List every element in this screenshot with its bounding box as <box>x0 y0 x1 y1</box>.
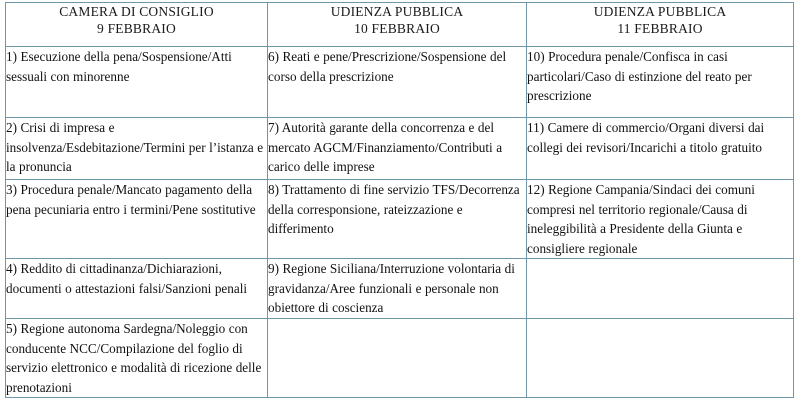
agenda-table <box>5 2 794 398</box>
column-header-date: 9 FEBBRAIO <box>97 21 176 36</box>
table-cell-empty <box>527 259 794 319</box>
column-header-title: CAMERA DI CONSIGLIO <box>59 4 214 19</box>
column-header-udienza-pubblica-10 <box>268 3 527 47</box>
table-row <box>6 180 794 259</box>
table-cell-item-8 <box>268 180 527 259</box>
table-cell-empty <box>527 319 794 398</box>
column-header-date: 11 FEBBRAIO <box>617 21 703 36</box>
case-entry-text: 1) Esecuzione della pena/Sospensione/Atti sessuali con minorenne <box>6 49 232 84</box>
column-header-camera-di-consiglio <box>6 3 268 47</box>
table-cell-empty <box>268 319 527 398</box>
table-cell-item-10 <box>527 47 794 118</box>
table-row <box>6 319 794 398</box>
case-entry-text: 8) Trattamento di fine servizio TFS/Decorrenza della corresponsione, rateizzazione e differimento <box>268 182 520 236</box>
column-header-date: 10 FEBBRAIO <box>354 21 440 36</box>
table-body <box>6 47 794 398</box>
case-entry-text: 3) Procedura penale/Mancato pagamento della pena pecuniaria entro i termini/Pene sostitutive <box>6 182 256 217</box>
table-cell-item-9 <box>268 259 527 319</box>
table-header-row <box>6 3 794 47</box>
table-cell-item-2 <box>6 118 268 180</box>
case-entry-text: 10) Procedura penale/Confisca in casi particolari/Caso di estinzione del reato per prescrizione <box>527 49 752 103</box>
case-entry-text: 6) Reati e pene/Prescrizione/Sospensione del corso della prescrizione <box>268 49 507 84</box>
table-cell-item-6 <box>268 47 527 118</box>
table-cell-item-12 <box>527 180 794 259</box>
case-entry-text: 9) Regione Siciliana/Interruzione volontaria di gravidanza/Aree funzionali e personale non obiettore di coscienza <box>268 261 515 315</box>
table-row <box>6 118 794 180</box>
table-cell-item-1 <box>6 47 268 118</box>
table-cell-item-4 <box>6 259 268 319</box>
column-header-title: UDIENZA PUBBLICA <box>593 4 727 19</box>
case-entry-text: 2) Crisi di impresa e insolvenza/Esdebitazione/Termini per l’istanza e la pronuncia <box>6 120 264 174</box>
column-header-udienza-pubblica-11 <box>527 3 794 47</box>
case-entry-text: 5) Regione autonoma Sardegna/Noleggio con conducente NCC/Compilazione del foglio di servizio elettronico e modalità di ricezione delle prenotazioni <box>6 321 262 395</box>
case-entry-text: 12) Regione Campania/Sindaci dei comuni compresi nel territorio regionale/Causa di ineleggibilità a Presidente della Giunta e consigliere regionale <box>527 182 755 256</box>
table-row <box>6 259 794 319</box>
table-cell-item-7 <box>268 118 527 180</box>
column-header-title: UDIENZA PUBBLICA <box>330 4 464 19</box>
case-entry-text: 7) Autorità garante della concorrenza e del mercato AGCM/Finanziamento/Contributi a carico delle imprese <box>268 120 503 174</box>
table-header <box>6 3 794 47</box>
table-cell-item-5 <box>6 319 268 398</box>
table-row <box>6 47 794 118</box>
table-cell-item-3 <box>6 180 268 259</box>
case-entry-text: 11) Camere di commercio/Organi diversi dai collegi dei revisori/Incarichi a titolo gratuito <box>527 120 765 155</box>
table-cell-item-11 <box>527 118 794 180</box>
case-entry-text: 4) Reddito di cittadinanza/Dichiarazioni, documenti o attestazioni falsi/Sanzioni penali <box>6 261 248 296</box>
